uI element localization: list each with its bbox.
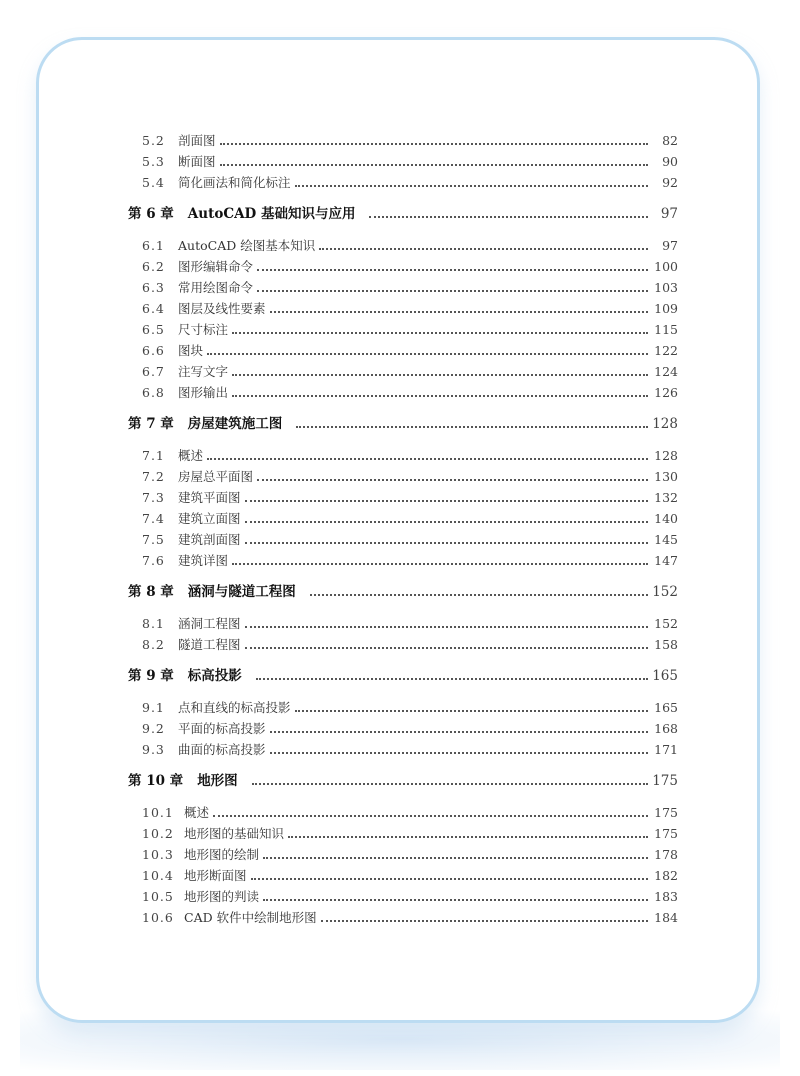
section-title: 概述 (184, 805, 210, 820)
chapter-number: 第 9 章 (128, 668, 174, 684)
toc-chapter-8[interactable] (92, 571, 678, 613)
page-number: 122 (654, 343, 678, 358)
chapter-title: 涵洞与隧道工程图 (187, 584, 296, 600)
page-number: 147 (654, 553, 678, 568)
section-number: 5.2 (142, 133, 165, 148)
page-number: 124 (654, 364, 678, 379)
chapter-title: 标高投影 (187, 668, 242, 684)
chapter-title: AutoCAD 基础知识与应用 (187, 206, 356, 222)
section-title: 建筑详图 (178, 553, 229, 568)
section-title: 地形图的基础知识 (184, 826, 285, 841)
toc-entry-6-2[interactable] (92, 256, 678, 277)
toc-entry-7-4[interactable] (92, 508, 678, 529)
table-of-contents (92, 130, 678, 928)
section-number: 6.4 (142, 301, 165, 316)
page-number: 103 (654, 280, 678, 295)
dot-leader (207, 458, 648, 460)
dot-leader (207, 353, 648, 355)
section-title: 建筑平面图 (178, 490, 241, 505)
page-number: 175 (654, 826, 678, 841)
page-number: 109 (654, 301, 678, 316)
section-title: AutoCAD 绘图基本知识 (178, 238, 316, 253)
dot-leader (369, 216, 648, 218)
toc-entry-10-4[interactable] (92, 865, 678, 886)
section-number: 10.3 (142, 847, 174, 862)
toc-entry-6-6[interactable] (92, 340, 678, 361)
dot-leader (245, 500, 648, 502)
page-number: 82 (662, 133, 678, 148)
section-number: 7.2 (142, 469, 165, 484)
section-number: 6.3 (142, 280, 165, 295)
chapter-number: 第 6 章 (128, 206, 174, 222)
page-number: 152 (652, 584, 678, 600)
page-number: 168 (654, 721, 678, 736)
page-number: 140 (654, 511, 678, 526)
section-title: 隧道工程图 (178, 637, 241, 652)
dot-leader (321, 920, 648, 922)
dot-leader (319, 248, 648, 250)
section-number: 10.5 (142, 889, 174, 904)
toc-entry-7-2[interactable] (92, 466, 678, 487)
page-number: 126 (654, 385, 678, 400)
toc-entry-10-1[interactable] (92, 802, 678, 823)
toc-entry-7-6[interactable] (92, 550, 678, 571)
dot-leader (245, 647, 648, 649)
section-title: 建筑立面图 (178, 511, 241, 526)
toc-entry-5-2[interactable] (92, 130, 678, 151)
toc-entry-6-7[interactable] (92, 361, 678, 382)
section-number: 10.1 (142, 805, 174, 820)
section-title: 地形断面图 (184, 868, 247, 883)
toc-entry-6-4[interactable] (92, 298, 678, 319)
page-number: 182 (654, 868, 678, 883)
dot-leader (251, 878, 648, 880)
dot-leader (295, 185, 648, 187)
dot-leader (270, 752, 648, 754)
section-number: 9.3 (142, 742, 165, 757)
dot-leader (232, 563, 648, 565)
section-number: 10.4 (142, 868, 174, 883)
dot-leader (220, 143, 648, 145)
page-number: 184 (654, 910, 678, 925)
page-number: 175 (654, 805, 678, 820)
page-number: 97 (662, 238, 678, 253)
toc-entry-7-3[interactable] (92, 487, 678, 508)
section-title: 断面图 (178, 154, 216, 169)
section-title: 简化画法和简化标注 (178, 175, 291, 190)
section-title: 图层及线性要素 (178, 301, 266, 316)
section-title: 平面的标高投影 (178, 721, 266, 736)
dot-leader (296, 426, 648, 428)
toc-entry-6-5[interactable] (92, 319, 678, 340)
section-title: 点和直线的标高投影 (178, 700, 291, 715)
toc-entry-6-3[interactable] (92, 277, 678, 298)
toc-entry-10-3[interactable] (92, 844, 678, 865)
page-number: 178 (654, 847, 678, 862)
toc-entry-5-3[interactable] (92, 151, 678, 172)
page-number: 90 (662, 154, 678, 169)
page-number: 145 (654, 532, 678, 547)
page-number: 152 (654, 616, 678, 631)
dot-leader (263, 899, 648, 901)
section-number: 6.6 (142, 343, 165, 358)
dot-leader (220, 164, 648, 166)
section-number: 8.1 (142, 616, 165, 631)
toc-entry-9-3[interactable] (92, 739, 678, 760)
page-number: 130 (654, 469, 678, 484)
toc-entry-6-8[interactable] (92, 382, 678, 403)
section-title: CAD 软件中绘制地形图 (184, 910, 317, 925)
section-number: 7.3 (142, 490, 165, 505)
dot-leader (257, 479, 648, 481)
section-title: 地形图的判读 (184, 889, 260, 904)
dot-leader (245, 521, 648, 523)
section-title: 剖面图 (178, 133, 216, 148)
dot-leader (213, 815, 648, 817)
page-number: 158 (654, 637, 678, 652)
section-title: 图形编辑命令 (178, 259, 254, 274)
toc-entry-10-6[interactable] (92, 907, 678, 928)
section-number: 10.6 (142, 910, 174, 925)
page-number: 183 (654, 889, 678, 904)
toc-entry-8-1[interactable] (92, 613, 678, 634)
section-number: 5.3 (142, 154, 165, 169)
page-number: 165 (652, 668, 678, 684)
section-number: 6.5 (142, 322, 165, 337)
section-number: 6.8 (142, 385, 165, 400)
chapter-number: 第 7 章 (128, 416, 174, 432)
toc-entry-5-4[interactable] (92, 172, 678, 193)
section-number: 8.2 (142, 637, 165, 652)
toc-entry-7-1[interactable] (92, 445, 678, 466)
toc-chapter-6[interactable] (92, 193, 678, 235)
toc-chapter-9[interactable] (92, 655, 678, 697)
section-number: 7.5 (142, 532, 165, 547)
toc-entry-10-5[interactable] (92, 886, 678, 907)
page-number: 100 (654, 259, 678, 274)
section-number: 6.2 (142, 259, 165, 274)
page-number: 128 (652, 416, 678, 432)
dot-leader (288, 836, 648, 838)
section-title: 建筑剖面图 (178, 532, 241, 547)
section-title: 图形输出 (178, 385, 229, 400)
section-title: 图块 (178, 343, 204, 358)
toc-chapter-7[interactable] (92, 403, 678, 445)
section-number: 9.2 (142, 721, 165, 736)
dot-leader (232, 395, 648, 397)
dot-leader (256, 678, 648, 680)
section-title: 曲面的标高投影 (178, 742, 266, 757)
section-title: 地形图的绘制 (184, 847, 260, 862)
dot-leader (252, 783, 648, 785)
dot-leader (245, 542, 648, 544)
section-number: 9.1 (142, 700, 165, 715)
dot-leader (263, 857, 648, 859)
section-number: 7.4 (142, 511, 165, 526)
section-title: 注写文字 (178, 364, 229, 379)
section-title: 常用绘图命令 (178, 280, 254, 295)
section-number: 7.6 (142, 553, 165, 568)
chapter-title: 房屋建筑施工图 (187, 416, 283, 432)
page-number: 128 (654, 448, 678, 463)
section-title: 尺寸标注 (178, 322, 229, 337)
page-number: 132 (654, 490, 678, 505)
section-title: 房屋总平面图 (178, 469, 254, 484)
dot-leader (232, 332, 648, 334)
section-number: 10.2 (142, 826, 174, 841)
toc-entry-8-2[interactable] (92, 634, 678, 655)
section-title: 涵洞工程图 (178, 616, 241, 631)
dot-leader (245, 626, 648, 628)
dot-leader (257, 290, 648, 292)
page-number: 165 (654, 700, 678, 715)
section-number: 7.1 (142, 448, 165, 463)
page-number: 97 (660, 206, 678, 222)
page-number: 115 (654, 322, 678, 337)
chapter-title: 地形图 (197, 773, 238, 789)
page-number: 92 (662, 175, 678, 190)
chapter-number: 第 8 章 (128, 584, 174, 600)
dot-leader (232, 374, 648, 376)
section-number: 6.1 (142, 238, 165, 253)
toc-chapter-10[interactable] (92, 760, 678, 802)
page-number: 175 (652, 773, 678, 789)
section-number: 6.7 (142, 364, 165, 379)
toc-entry-7-5[interactable] (92, 529, 678, 550)
dot-leader (295, 710, 648, 712)
page-number: 171 (654, 742, 678, 757)
toc-entry-9-2[interactable] (92, 718, 678, 739)
dot-leader (257, 269, 648, 271)
section-number: 5.4 (142, 175, 165, 190)
toc-entry-10-2[interactable] (92, 823, 678, 844)
dot-leader (270, 311, 648, 313)
toc-entry-6-1[interactable] (92, 235, 678, 256)
toc-entry-9-1[interactable] (92, 697, 678, 718)
chapter-number: 第 10 章 (128, 773, 184, 789)
dot-leader (310, 594, 648, 596)
section-title: 概述 (178, 448, 204, 463)
dot-leader (270, 731, 648, 733)
